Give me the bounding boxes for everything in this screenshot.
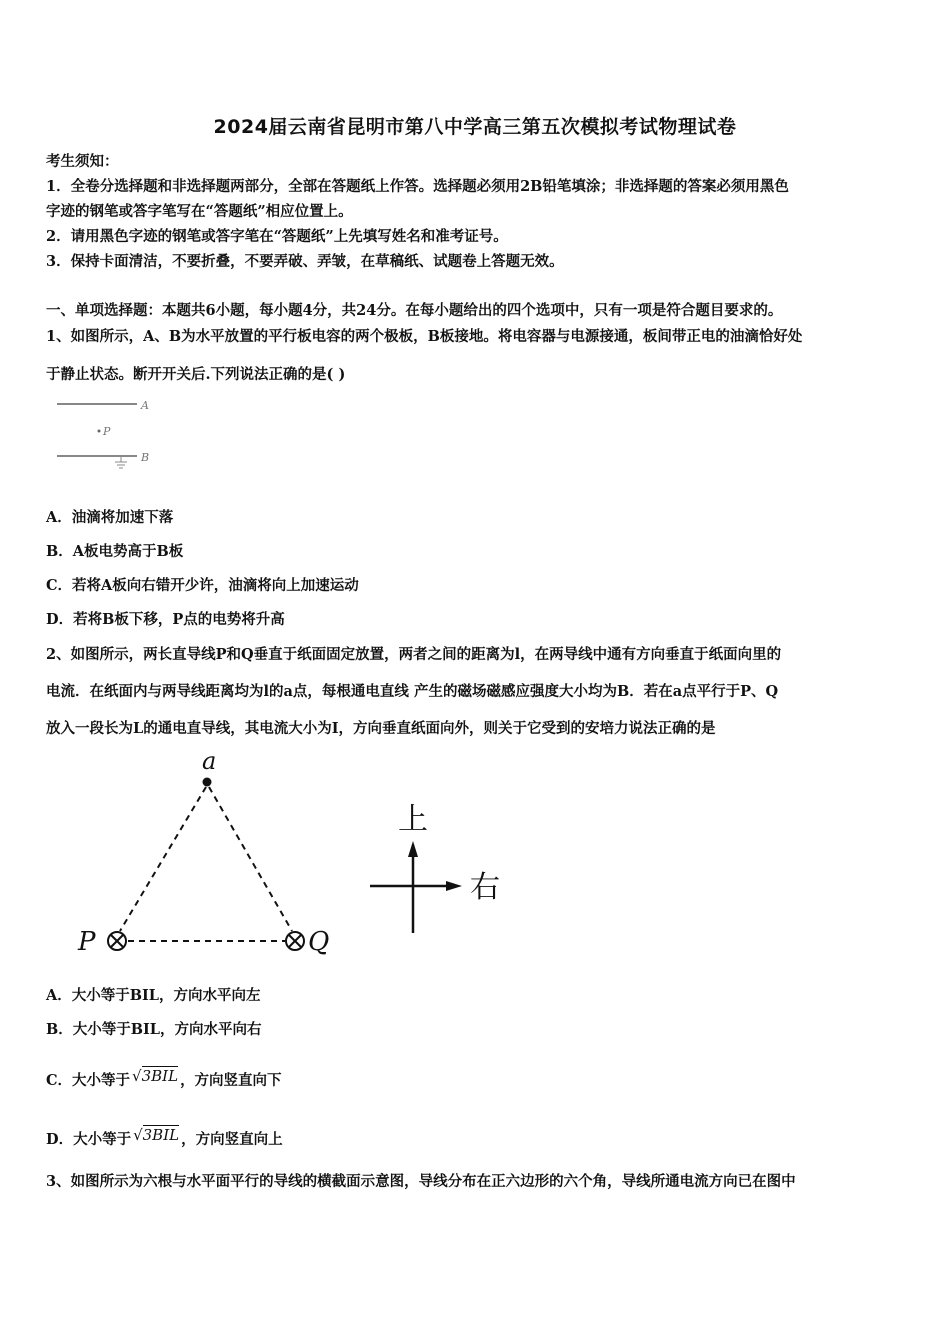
notice-item-1: 1．全卷分选择题和非选择题两部分，全部在答题纸上作答。选择题必须用2B铅笔填涂；非选择题的答案必须用黑色 (46, 178, 789, 195)
q1-stem-line2: 于静止状态。断开开关后.下列说法正确的是( ) (46, 366, 346, 383)
notice-heading: 考生须知： (46, 153, 119, 170)
q1-option-b: B．A板电势高于B板 (46, 543, 184, 560)
q1-option-d: D．若将B板下移，P点的电势将升高 (46, 611, 285, 628)
q1-capacitor-figure (55, 395, 175, 475)
notice-item-3: 3．保持卡面清洁，不要折叠，不要弄破、弄皱，在草稿纸、试题卷上答题无效。 (46, 253, 564, 270)
q1-option-a: A．油滴将加速下落 (46, 509, 174, 526)
q1-stem-line1: 1、如图所示，A、B为水平放置的平行板电容的两个极板，B板接地。将电容器与电源接通，板间带正电的油滴恰好处 (46, 328, 803, 345)
right-arrow-icon (446, 881, 462, 891)
q2-option-a: A．大小等于BIL，方向水平向左 (46, 987, 261, 1004)
q2-option-c (46, 1066, 282, 1091)
q2-stem-line2: 电流．在纸面内与两导线距离均为l的a点，每根通电直线 产生的磁场磁感应强度大小均为B．若在a点平行于P、Q (46, 683, 779, 700)
point-a-label: a (202, 747, 217, 775)
notice-item-2: 2．请用黑色字迹的钢笔或答字笔在“答题纸”上先填写姓名和准考证号。 (46, 228, 508, 245)
page-title: 2024届云南省昆明市第八中学高三第五次模拟考试物理试卷 (213, 116, 737, 138)
wire-q-into-page-icon (286, 932, 304, 950)
point-p-label: P (103, 425, 111, 438)
q2-option-d-math: √3BIL (133, 1126, 180, 1144)
plate-b-label: B (141, 451, 150, 464)
q3-stem-line1: 3、如图所示为六根与水平面平行的导线的横截面示意图，导线分布在正六边形的六个角，导线所通电流方向已在图中 (46, 1173, 796, 1190)
point-p-dot (98, 430, 101, 433)
dashed-line-ap (120, 787, 206, 931)
q1-option-c: C．若将A板向右错开少许，油滴将向上加速运动 (46, 577, 359, 594)
q2-option-b: B．大小等于BIL，方向水平向右 (46, 1021, 262, 1038)
q2-option-d (46, 1125, 283, 1150)
q2-option-d-suffix: ，方向竖直向上 (181, 1131, 283, 1148)
point-a-dot (203, 778, 212, 787)
plate-a-label: A (141, 399, 149, 412)
wire-q-label: Q (308, 927, 330, 957)
right-label: 右 (470, 870, 500, 905)
q2-option-d-prefix: D．大小等于 (46, 1131, 132, 1148)
wire-p-label: P (78, 927, 96, 957)
up-arrow-icon (408, 841, 418, 857)
up-label: 上 (398, 802, 428, 837)
q2-option-c-math: √3BIL (132, 1067, 179, 1085)
wire-p-into-page-icon (108, 932, 126, 950)
q2-stem-line1: 2、如图所示，两长直导线P和Q垂直于纸面固定放置，两者之间的距离为l，在两导线中通有方向垂直于纸面向里的 (46, 646, 782, 663)
q2-stem-line3: 放入一段长为L的通电直导线，其电流大小为I，方向垂直纸面向外，则关于它受到的安培力说法正确的是 (46, 720, 716, 737)
q2-option-c-prefix: C．大小等于 (46, 1072, 131, 1089)
q2-option-c-expr: 3BIL (141, 1067, 179, 1085)
section-heading: 一、单项选择题：本题共6小题，每小题4分，共24分。在每小题给出的四个选项中，只有一项是符合题目要求的。 (46, 302, 783, 319)
q2-option-d-expr: 3BIL (142, 1126, 180, 1144)
dashed-line-aq (209, 787, 292, 931)
notice-item-1-cont: 字迹的钢笔或答字笔写在“答题纸”相应位置上。 (46, 203, 353, 220)
q2-wires-figure (70, 745, 550, 965)
q2-option-c-suffix: ，方向竖直向下 (180, 1072, 282, 1089)
